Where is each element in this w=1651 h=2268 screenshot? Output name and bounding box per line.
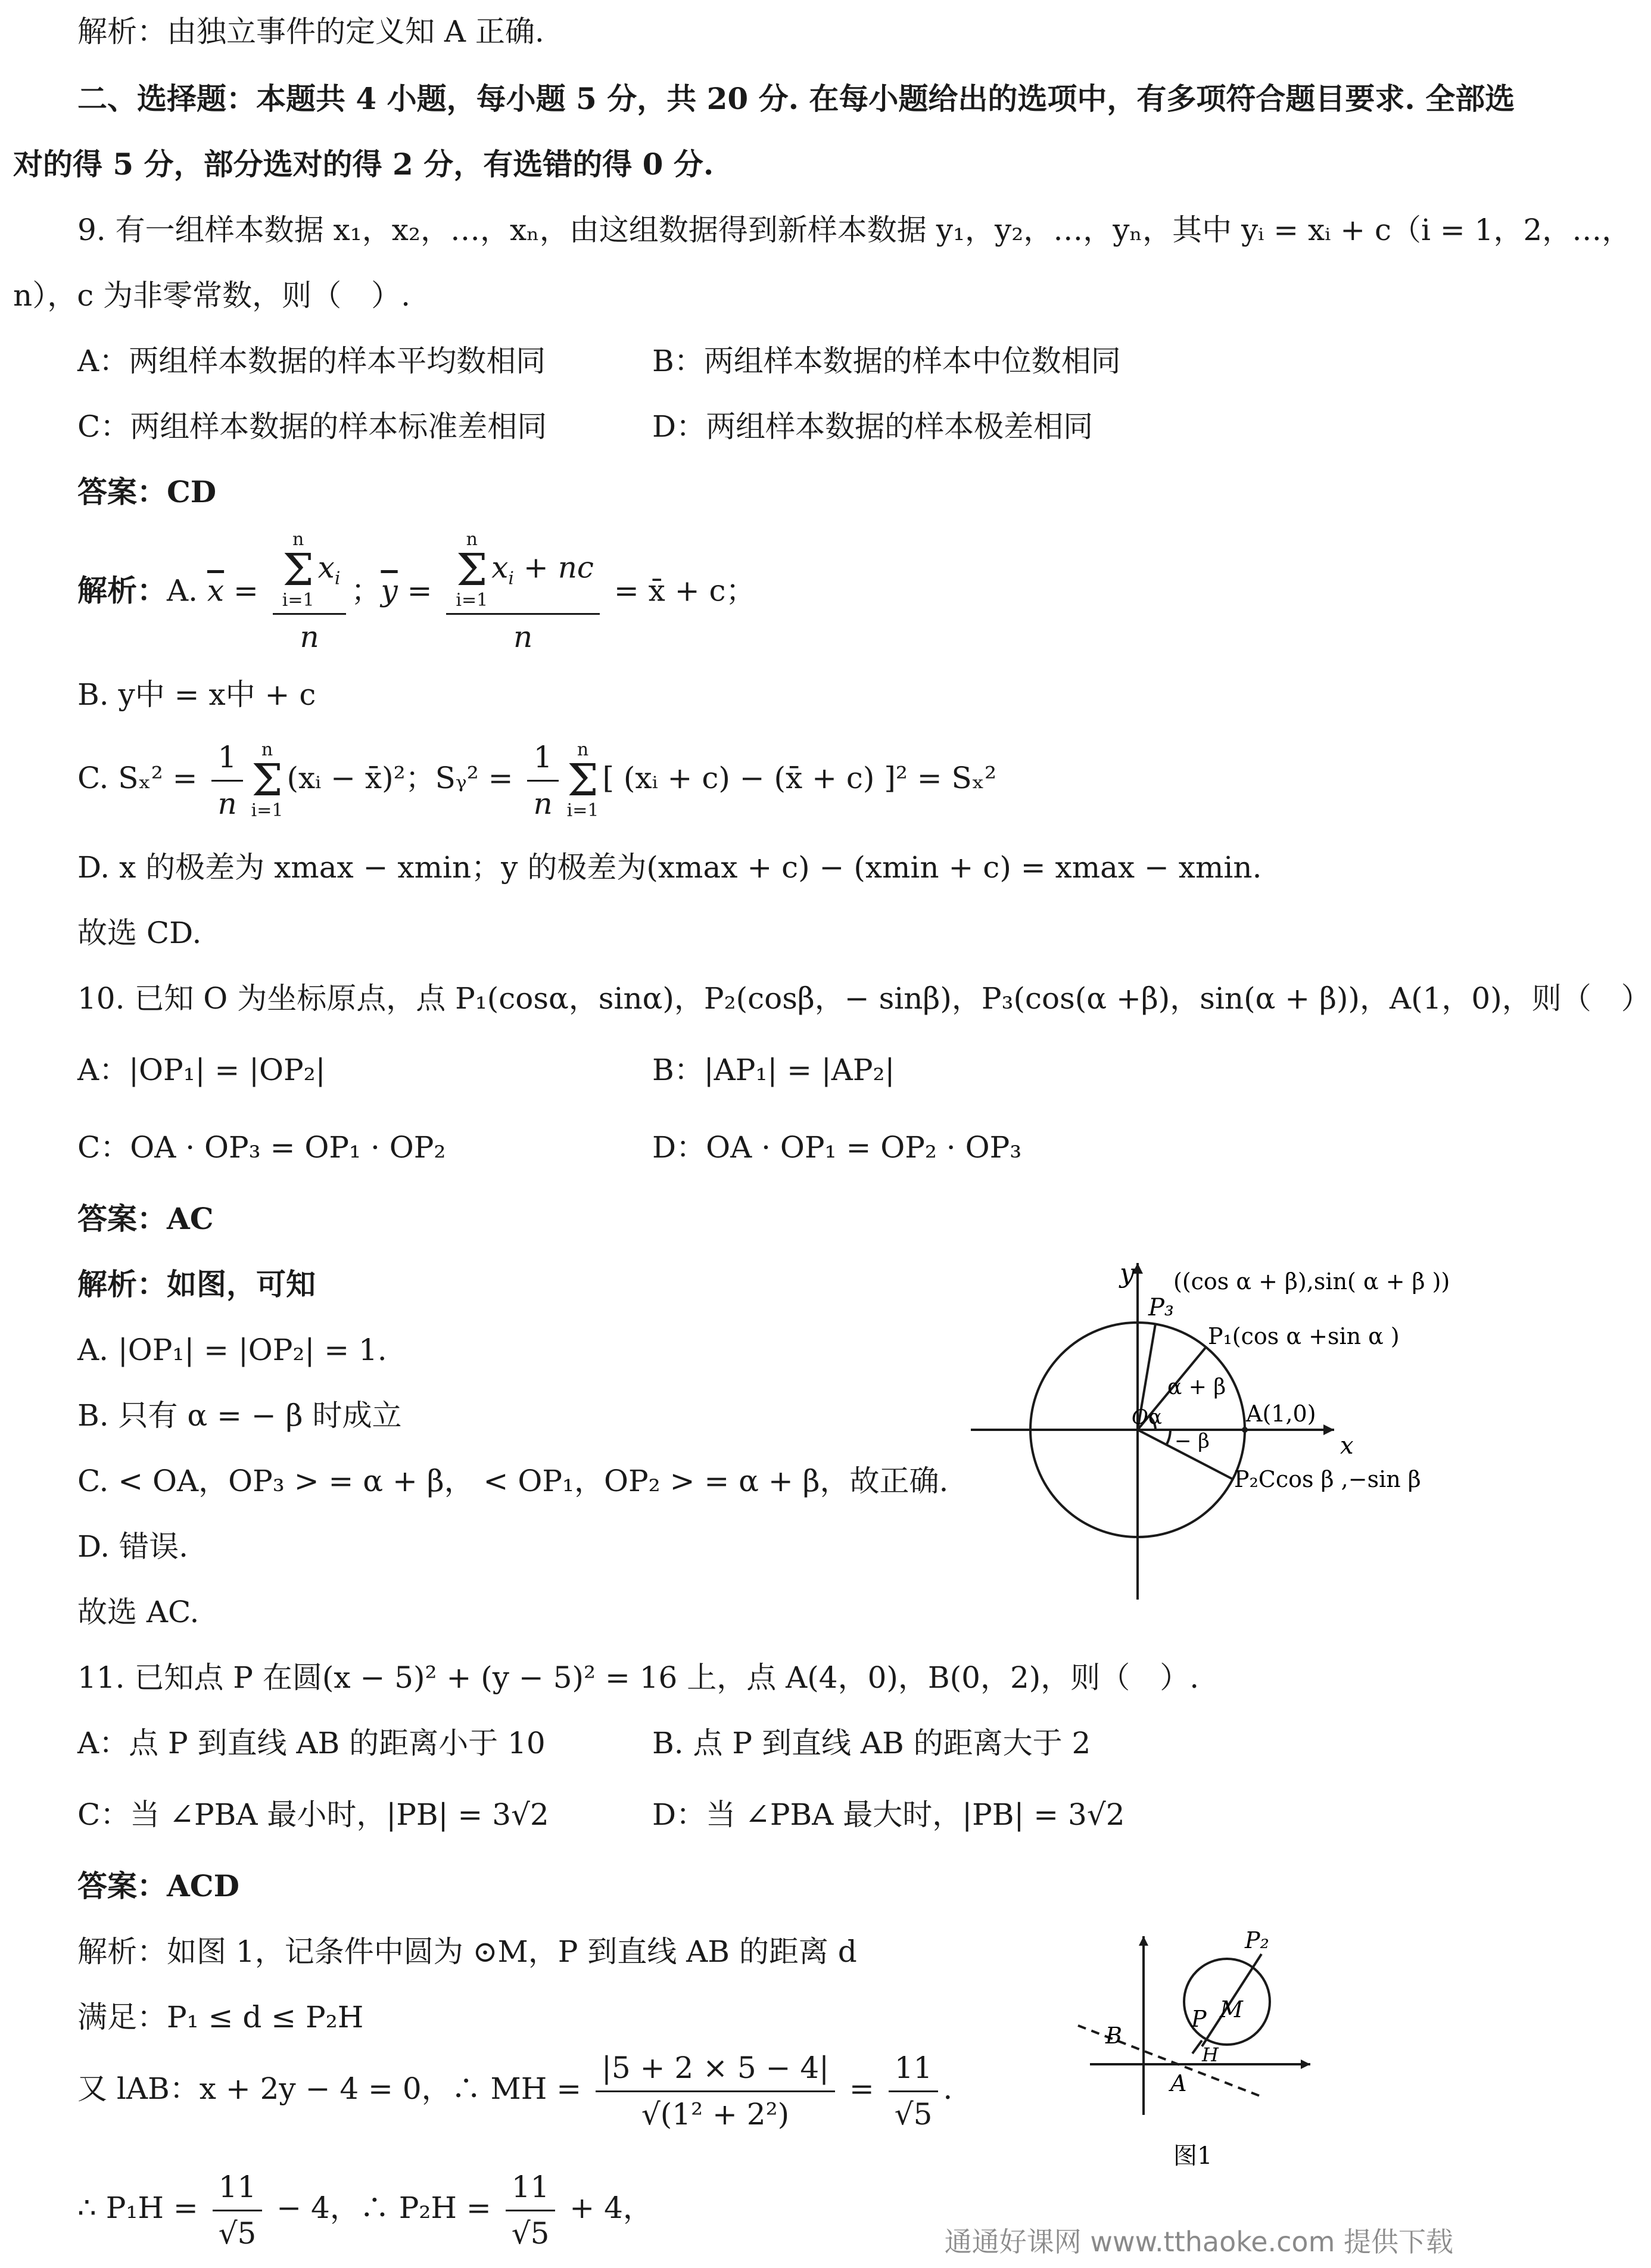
right-angle-mark — [1192, 2040, 1202, 2054]
x-label: x — [1340, 1432, 1354, 1460]
q10-answer: 答案：AC — [77, 1201, 214, 1236]
q10-analysis-c: C. < OA，OP₃ > = α + β， < OP₁，OP₂ > = α + β，故正确. — [77, 1464, 949, 1498]
p3-coords: ((cos α + β),sin( α + β )) — [1173, 1268, 1450, 1295]
sum-2: n Σ i=1 — [566, 739, 599, 822]
line4-prefix: ∴ P₁H = — [77, 2191, 208, 2225]
circle-line-figure — [1072, 1918, 1322, 2180]
h-label: H — [1202, 2043, 1219, 2066]
q11-analysis-line2: 满足：P₁ ≤ d ≤ P₂H — [77, 2000, 364, 2034]
y-bar: $\overline{y}$ — [381, 573, 398, 608]
section2-heading-line1: 二、选择题：本题共 4 小题，每小题 5 分，共 20 分. 在每小题给出的选项中，有多项符合题目要求. 全部选 — [77, 81, 1515, 116]
eleven-over-sqrt5-1: $\frac{11}{√5}$ — [889, 2049, 939, 2133]
eleven-over-sqrt5-2: $\frac{11}{√5}$ — [213, 2169, 263, 2252]
p1-label: P₁(cos α +sin α ) — [1208, 1323, 1400, 1349]
q11-option-b: B. 点 P 到直线 AB 的距离大于 2 — [652, 1726, 1091, 1760]
mean-y-fraction: n Σ $i=1x_i$ + nc n — [446, 530, 600, 656]
q11-stem: 11. 已知点 P 在圆(x − 5)² + (y − 5)² = 16 上，点 A(4，0)，B(0，2)，则（ ）. — [77, 1660, 1200, 1695]
line-a-prefix: A. — [167, 573, 207, 608]
x-axis-arrow — [1301, 2059, 1310, 2069]
x-axis-arrow — [1323, 1424, 1334, 1435]
one-over-n-1: $\frac{1}{n}$ — [211, 739, 242, 822]
a-label: A — [1170, 2070, 1187, 2096]
figure-caption: 图1 — [1173, 2142, 1213, 2170]
line4-mid: − 4，∴ P₂H = — [267, 2191, 501, 2225]
sum-1: n Σ i=1 — [251, 739, 284, 822]
q10-conclusion: 故选 AC. — [77, 1595, 200, 1629]
p1-label: P — [1191, 2006, 1207, 2032]
alpha-label: α — [1148, 1405, 1162, 1429]
q10-analysis-b: B. 只有 α = − β 时成立 — [77, 1398, 402, 1433]
q8-analysis: 解析：由独立事件的定义知 A 正确. — [77, 14, 544, 49]
q10-option-a: A：|OP₁| = |OP₂| — [77, 1053, 326, 1087]
point-a — [1242, 1427, 1248, 1433]
line4-end: + 4， — [560, 2191, 653, 2225]
angle-beta-arc — [1166, 1430, 1170, 1445]
watermark: 通通好课网 www.tthaoke.com 提供下载 — [944, 2226, 1453, 2258]
q11-analysis-line3: 又 lAB：x + 2y − 4 = 0，∴ MH = $\frac{|5 + 2 \times 5 - 4|}{\text{√(1² + 2²)}}$ = $\frac{11}{√5}$ . — [77, 2049, 952, 2133]
q11-option-c: C：当 ∠PBA 最小时，|PB| = 3√2 — [77, 1797, 549, 1832]
line3-equals: = — [840, 2071, 884, 2106]
q9-conclusion: 故选 CD. — [77, 916, 202, 950]
q11-option-d: D：当 ∠PBA 最大时，|PB| = 3√2 — [652, 1797, 1125, 1832]
q9-analysis-d: D. x 的极差为 xmax − xmin；y 的极差为(xmax + c) − (xmin + c) = xmax − xmin. — [77, 850, 1262, 885]
q9-option-a: A：两组样本数据的样本平均数相同 — [77, 344, 546, 378]
a-label: A(1,0) — [1246, 1401, 1316, 1427]
q9-answer: 答案：CD — [77, 474, 217, 509]
line-a-end: = x̄ + c； — [604, 573, 756, 608]
q9-analysis-b: B. y中 = x中 + c — [77, 677, 316, 712]
q10-stem: 10. 已知 O 为坐标原点，点 P₁(cosα，sinα)，P₂(cosβ，− sinβ)，P₃(cos(α +β)，sin(α + β))，A(1，0)，则（ ） — [77, 981, 1651, 1016]
unit-circle-figure — [959, 1251, 1471, 1609]
q11-analysis-line1: 解析：如图 1，记条件中圆为 ⊙M，P 到直线 AB 的距离 d — [77, 1934, 857, 1969]
q9-option-d: D：两组样本数据的样本极差相同 — [652, 409, 1094, 444]
line-c-mid: (xᵢ − x̄)²；Sᵧ² = — [286, 761, 523, 795]
q11-analysis-line4 — [77, 2169, 653, 2252]
q9-option-b: B：两组样本数据的样本中位数相同 — [652, 344, 1121, 378]
q9-analysis-c — [77, 739, 996, 822]
analysis-label: 解析： — [77, 573, 167, 608]
q10-analysis: 解析：如图，可知 — [77, 1267, 316, 1302]
x-bar: $\overline{x}$ — [207, 573, 225, 608]
b-label: B — [1105, 2023, 1122, 2049]
line-c-end: [ (xᵢ + c) − (x̄ + c) ]² = Sₓ² — [602, 761, 997, 795]
q10-analysis-d: D. 错误. — [77, 1529, 188, 1564]
p2-label: P₂ — [1245, 1927, 1269, 1953]
q9-option-c: C：两组样本数据的样本标准差相同 — [77, 409, 547, 444]
line3-prefix: 又 lAB：x + 2y − 4 = 0，∴ MH = — [77, 2071, 591, 2106]
origin-label: O — [1132, 1405, 1148, 1429]
q9-stem-line2: n），c 为非零常数，则（ ）. — [13, 278, 410, 313]
line-c-prefix: C. Sₓ² = — [77, 761, 207, 795]
section2-heading-line2: 对的得 5 分，部分选对的得 2 分，有选错的得 0 分. — [13, 147, 714, 182]
q11-option-a: A：点 P 到直线 AB 的距离小于 10 — [77, 1726, 546, 1760]
one-over-n-2: $\frac{1}{n}$ — [527, 739, 558, 822]
alpha-beta-label: α + β — [1167, 1375, 1226, 1399]
y-label: y — [1120, 1258, 1135, 1289]
q9-analysis-a: 解析：A. $\overline{x}$ = n Σ $i=1x_i$ n ；$\overline{y}$ = n Σ $i=1x_i$ + nc n = x̄ + c； — [77, 530, 756, 656]
m-label: M — [1220, 1996, 1243, 2023]
p2-label: P₂Ccos β ,−sin β — [1234, 1466, 1421, 1492]
q10-option-d: D：OA · OP₁ = OP₂ · OP₃ — [652, 1130, 1022, 1165]
q10-option-c: C：OA · OP₃ = OP₁ · OP₂ — [77, 1130, 446, 1165]
y-axis-arrow — [1139, 1936, 1148, 1946]
q9-stem-line1: 9. 有一组样本数据 x₁，x₂，…，xₙ，由这组数据得到新样本数据 y₁，y₂，…，yₙ，其中 yᵢ = xᵢ + c（i = 1，2，…， — [77, 213, 1632, 247]
mean-x-fraction: n Σ $i=1x_i$ n — [273, 530, 347, 656]
mh-fraction: $\frac{|5 + 2 \times 5 - 4|}{\text{√(1² + 2²)}}$ — [596, 2049, 835, 2133]
q10-option-b: B：|AP₁| = |AP₂| — [652, 1053, 895, 1087]
minus-beta-label: − β — [1175, 1429, 1210, 1453]
p3-label: P₃ — [1148, 1294, 1174, 1321]
q10-analysis-a: A. |OP₁| = |OP₂| = 1. — [77, 1333, 387, 1367]
eleven-over-sqrt5-3: $\frac{11}{√5}$ — [506, 2169, 556, 2252]
q11-answer: 答案：ACD — [77, 1868, 239, 1903]
